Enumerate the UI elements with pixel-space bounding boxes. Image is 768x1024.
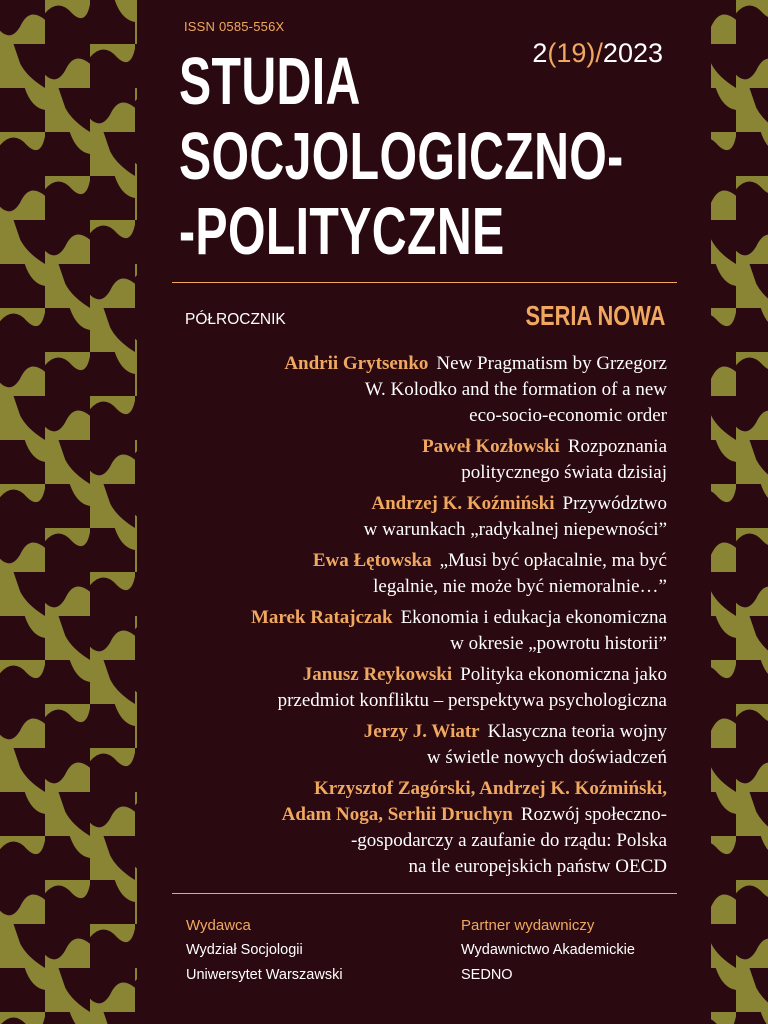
journal-title <box>179 44 624 269</box>
pattern-tile <box>736 484 768 528</box>
partner-heading: Partner wydawniczy <box>461 917 595 934</box>
decorative-pattern-left <box>0 0 137 1024</box>
journal-title-line: STUDIA <box>179 44 361 119</box>
article-author: Andrzej K. Koźmiński <box>371 493 555 514</box>
toc-line <box>172 491 667 517</box>
issue-number-value: 2 <box>532 38 548 68</box>
toc-author-line <box>172 776 667 802</box>
table-of-contents <box>172 351 667 885</box>
pattern-tile <box>736 308 768 352</box>
publisher-block <box>186 913 343 988</box>
article-title-line: New Pragmatism by Grzegorz <box>436 353 667 374</box>
article-title-line: Rozwój społeczno- <box>520 804 667 825</box>
article-author: Marek Ratajczak <box>250 607 393 628</box>
article-title-line: Rozpoznania <box>567 436 667 457</box>
article-title-line: w świetle nowych doświadczeń <box>426 747 667 768</box>
toc-line <box>172 351 667 377</box>
publisher-name-line1: Wydział Socjologii <box>186 942 303 958</box>
toc-line <box>172 662 667 688</box>
pattern-tile <box>736 660 768 704</box>
article-title-line: w warunkach „radykalnej niepewności” <box>363 519 667 540</box>
toc-entry <box>172 351 667 429</box>
decorative-pattern-right <box>711 0 768 1024</box>
pattern-tile <box>104 1012 136 1024</box>
journal-title-line: SOCJOLOGICZNO- <box>179 119 624 194</box>
article-title-line: Ekonomia i edukacja ekonomiczna <box>400 607 667 628</box>
article-author: Andrii Grytsenko <box>284 353 429 374</box>
article-title-line: Przywództwo <box>562 493 667 514</box>
article-author: Paweł Kozłowski <box>422 436 560 457</box>
publisher-heading: Wydawca <box>186 917 251 934</box>
toc-entry <box>172 491 667 543</box>
issue-separator: / <box>595 38 603 68</box>
pattern-tile <box>736 132 768 176</box>
journal-title-line: -POLITYCZNE <box>179 194 505 269</box>
issue-volume: (19) <box>547 38 596 68</box>
toc-entry <box>172 605 667 657</box>
article-title-line: w okresie „powrotu historii” <box>450 633 667 654</box>
article-author: Krzysztof Zagórski, Andrzej K. Koźmiński, <box>313 778 667 799</box>
frequency-label: PÓŁROCZNIK <box>185 311 286 328</box>
article-title-line: W. Kolodko and the formation of a new <box>364 379 667 400</box>
issn-label: ISSN 0585-556X <box>184 19 285 34</box>
article-author: Adam Noga, Serhii Druchyn <box>281 804 513 825</box>
pattern-tile <box>736 836 768 880</box>
divider-bottom <box>172 893 677 894</box>
issue-year: 2023 <box>602 38 663 68</box>
series-label: SERIA NOWA <box>525 300 665 331</box>
article-title-line: Polityka ekonomiczna jako <box>460 664 667 685</box>
article-title-line: legalnie, nie może być niemoralnie…” <box>373 576 667 597</box>
toc-line <box>172 434 667 460</box>
toc-entry <box>172 548 667 600</box>
toc-line <box>172 719 667 745</box>
article-title-line: na tle europejskich państw OECD <box>408 856 667 877</box>
article-title-line: „Musi być opłacalnie, ma być <box>439 550 667 571</box>
publisher-name-line2: Uniwersytet Warszawski <box>186 967 343 983</box>
article-title-line: Klasyczna teoria wojny <box>487 721 667 742</box>
article-author: Janusz Reykowski <box>302 664 453 685</box>
toc-entry <box>172 776 667 880</box>
toc-line <box>172 548 667 574</box>
partner-name-line1: Wydawnictwo Akademickie <box>461 942 635 958</box>
article-title-line: politycznego świata dzisiaj <box>461 462 667 483</box>
article-title-line: -gospodarczy a zaufanie do rządu: Polska <box>350 830 667 851</box>
toc-line <box>172 802 667 828</box>
toc-entry <box>172 662 667 714</box>
partner-name-line2: SEDNO <box>461 967 513 983</box>
article-title-line: przedmiot konfliktu – perspektywa psychologiczna <box>277 690 667 711</box>
article-author: Jerzy J. Wiatr <box>363 721 480 742</box>
divider-top <box>172 282 677 283</box>
article-title-line: eco-socio-economic order <box>469 405 667 426</box>
toc-line <box>172 605 667 631</box>
partner-block <box>461 913 635 988</box>
article-author: Ewa Łętowska <box>312 550 432 571</box>
toc-entry <box>172 719 667 771</box>
toc-entry <box>172 434 667 486</box>
